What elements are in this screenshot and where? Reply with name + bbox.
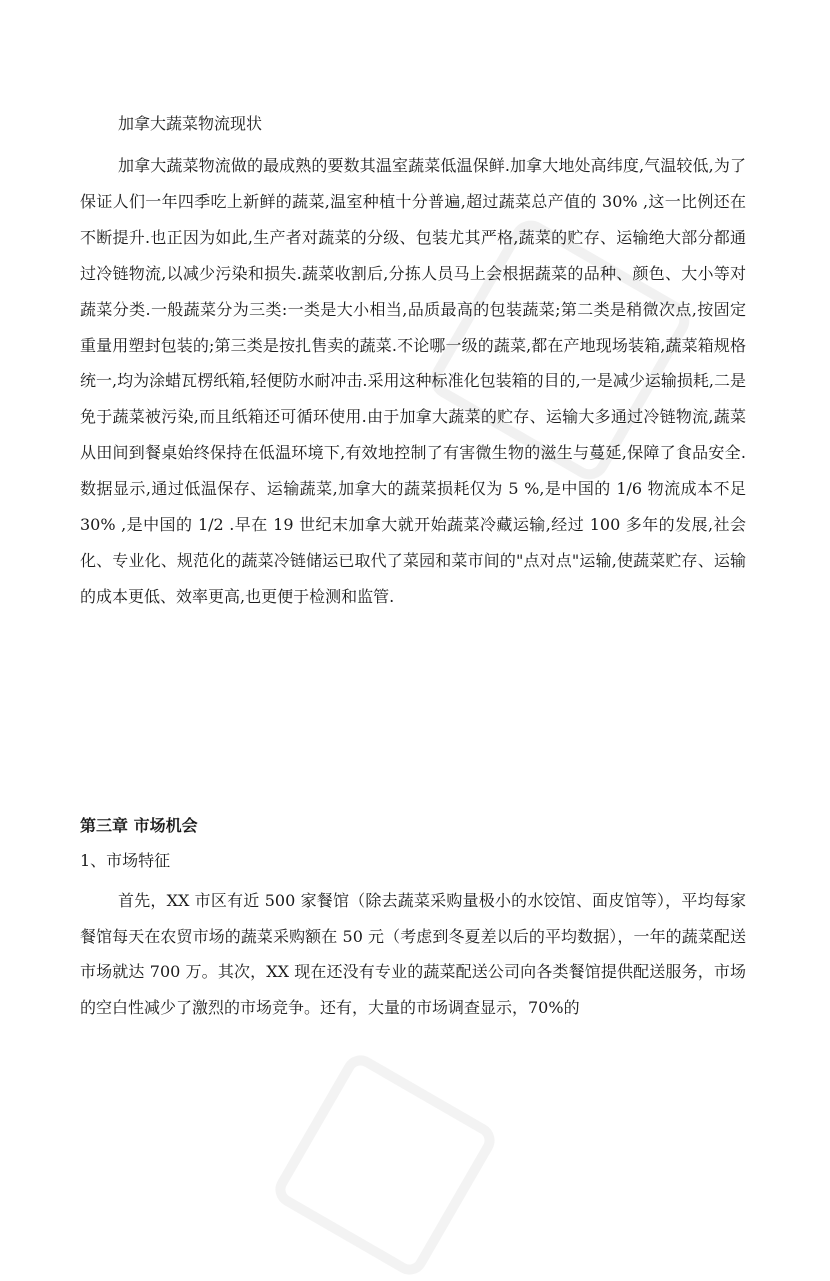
chapter-heading: 第三章 市场机会 bbox=[80, 816, 198, 835]
section-title: 加拿大蔬菜物流现状 bbox=[118, 114, 263, 133]
body-paragraph: 加拿大蔬菜物流做的最成熟的要数其温室蔬菜低温保鲜.加拿大地处高纬度,气温较低,为了保证人们一年四季吃上新鲜的蔬菜,温室种植十分普遍,超过蔬菜总产值的 30% ,这一比例还在不断提升.也正因为如此,生产者对蔬菜的分级、包装尤其严格,蔬菜的贮存、运输绝大部分都通过冷链物流,以减少污染和损失.蔬菜收割后,分拣人员马上会根据蔬菜的品种、颜色、大小等对蔬菜分类.一般蔬菜分为三类:一类是大小相当,品质最高的包装蔬菜;第二类是稍微次点,按固定重量用塑封包装的;第三类是按扎售卖的蔬菜.不论哪一级的蔬菜,都在产地现场装箱,蔬菜箱规格统一,均为涂蜡瓦楞纸箱,轻便防水耐冲击.采用这种标准化包装箱的目的,一是减少运输损耗,二是免于蔬菜被污染,而且纸箱还可循环使用.由于加拿大蔬菜的贮存、运输大多通过冷链物流,蔬菜从田间到餐桌始终保持在低温环境下,有效地控制了有害微生物的滋生与蔓延,保障了食品安全.数据显示,通过低温保存、运输蔬菜,加拿大的蔬菜损耗仅为 5 %,是中国的 1/6 物流成本不足 30% ,是中国的 1/2 .早在 19 世纪末加拿大就开始蔬菜冷藏运输,经过 100 多年的发展,社会化、专业化、规范化的蔬菜冷链储运已取代了菜园和菜市间的"点对点"运输,使蔬菜贮存、运输的成本更低、效率更高,也更便于检测和监管. bbox=[80, 156, 746, 606]
subsection-heading: 1、市场特征 bbox=[80, 851, 171, 870]
watermark bbox=[269, 1049, 501, 1281]
body-paragraph: 首先，XX 市区有近 500 家餐馆（除去蔬菜采购量极小的水饺馆、面皮馆等），平均每家餐馆每天在农贸市场的蔬菜采购额在 50 元（考虑到冬夏差以后的平均数据），一年的蔬菜配送市场就达 700 万。其次，XX 现在还没有专业的蔬菜配送公司向各类餐馆提供配送服务，市场的空白性减少了激烈的市场竞争。还有，大量的市场调查显示，70%的 bbox=[80, 891, 746, 1017]
